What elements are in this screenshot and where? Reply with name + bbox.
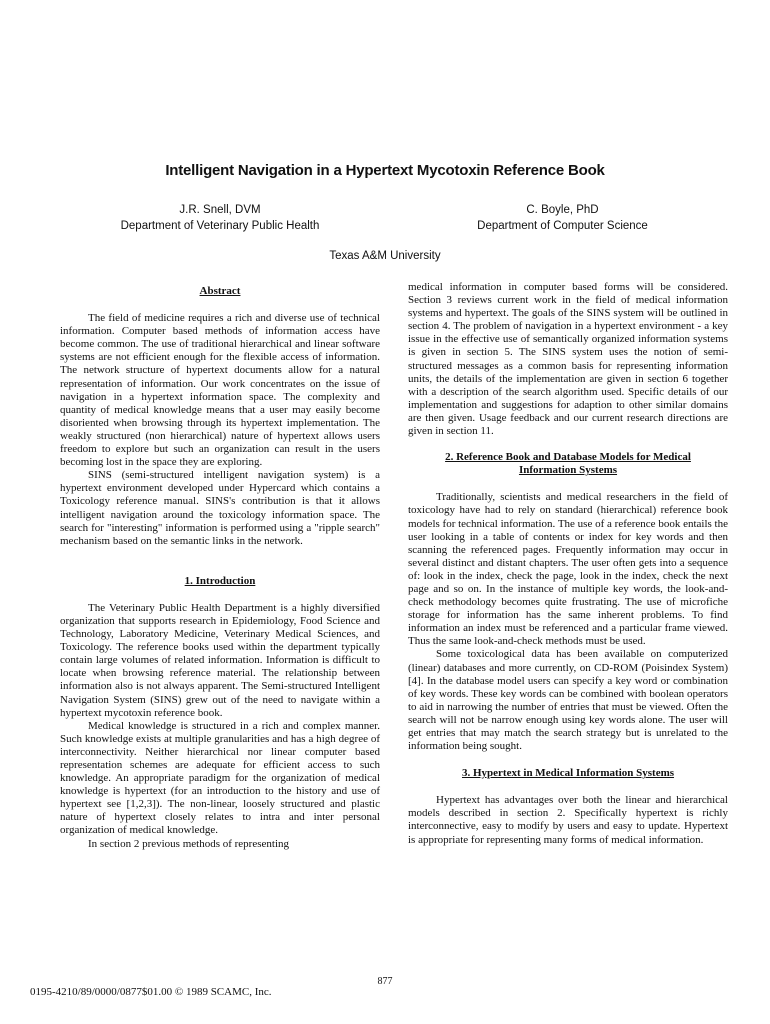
section-heading-introduction: 1. Introduction xyxy=(184,574,256,587)
university: Texas A&M University xyxy=(329,250,441,262)
page-number: 877 xyxy=(377,976,393,987)
section-heading-3: 3. Hypertext in Medical Information Systems xyxy=(461,767,675,780)
section-heading-2-line2: Information Systems xyxy=(518,464,618,477)
section2-paragraph: Some toxicological data has been available on computerized (linear) databases and more currently, on CD-ROM (Poisindex System)[4]. In the database model users can specify a key word or combination of key words. These key words can be combined with boolean operators to aid in narrowing the number of entries that must be viewed. Often the search will not be narrow enough using key words alone. The user will get entries that may match the search strategy but is unrelated to the information being sought. xyxy=(408,648,728,753)
intro-paragraph: In section 2 previous methods of representing xyxy=(88,837,290,850)
author-department: Department of Veterinary Public Health xyxy=(120,220,320,232)
author-block-right xyxy=(440,202,685,234)
section3-paragraph: Hypertext has advantages over both the linear and hierarchical models described in section 2. Specifically hypertext is richly interconnective, easy to modify by users and easy to update. Hypertext is appropriate for representing many forms of medical information. xyxy=(408,794,728,846)
left-column xyxy=(60,285,380,851)
author-block-left xyxy=(100,202,340,234)
abstract-paragraph: The field of medicine requires a rich and diverse use of technical information. Computer based methods of information access have become common. The use of traditional hierarchical and linear software systems are not efficient enough for the flexible access of information. The network structure of hypertext documents allow for a natural representation of information. Our work concentrates on the issue of navigation in a hypertext information space. The complexity and quantity of medical knowledge means that a user may easily become disoriented when browsing through its hypertext implementation. The weakly structured (non hierarchical) nature of hypertext allows users freedom to explore but such an organization can result in the users becoming lost in the space they are exploring. xyxy=(60,312,380,469)
author-department: Department of Computer Science xyxy=(477,220,648,232)
right-column xyxy=(408,281,728,847)
author-name: J.R. Snell, DVM xyxy=(179,204,261,216)
section-heading-2-line1: 2. Reference Book and Database Models for Medical xyxy=(445,451,691,464)
copyright-footer: 0195-4210/89/0000/0877$01.00 © 1989 SCAMC, Inc. xyxy=(30,986,272,998)
abstract-heading: Abstract xyxy=(199,285,241,297)
section2-paragraph: Traditionally, scientists and medical researchers in the field of toxicology have had to rely on standard (hierarchical) reference book models for technical information. The use of a reference book entails the user looking in a table of contents or index for key words and then scanning the referenced pages. Frequently information may occur in several distinct and distant chapters. The user often gets into a sequence of: look in the index, check the page, look in the index, check the next page and so on. In the instance of multiple key words, the look-and-check methodology becomes quite frustrating. The use of microfiche storage for information has the same inherent problems. To find information an index must be referenced and a particular frame viewed. Thus the same look-and-check methods must be used. xyxy=(408,491,728,648)
author-name: C. Boyle, PhD xyxy=(526,204,599,216)
paper-title: Intelligent Navigation in a Hypertext Mycotoxin Reference Book xyxy=(165,162,605,179)
intro-continued-paragraph: medical information in computer based forms will be considered. Section 3 reviews current work in the field of medical information systems and hypertext. The goals of the SINS system will be outlined in section 4. The problem of navigation in a hypertext environment - a key issue in the effective use of semantically organized information systems is given in section 5. The SINS system uses the notion of semi-structured messages as a common basis for representing information units, the details of the implementation are given in section 6 together with a description of the search algorithm used. Specific details of our implementation and suggestions for adaption to other similar domains are then given. Usage feedback and our current research directions are given in section 11. xyxy=(408,281,728,438)
intro-paragraph: Medical knowledge is structured in a rich and complex manner. Such knowledge exists at multiple granularities and has a high degree of interconnectivity. Neither hierarchical nor linear computer based representation schemes are adequate for efficient access to such knowledge. An appropriate paradigm for the organization of medical knowledge is hypertext (for an introduction to the history and use of hypertext see [1,2,3]). The non-linear, loosely structured and plastic nature of hypertext closely relates to intra and inter personal organization of medical knowledge. xyxy=(60,719,380,837)
abstract-paragraph: SINS (semi-structured intelligent navigation system) is a hypertext environment developed under Hypercard which contains a Toxicology reference manual. SINS's contribution is that it allows intelligent navigation around the toxicology information space. The search for "interesting" information is performed using a "ripple search" mechanism based on the semantic links in the network. xyxy=(60,469,380,547)
intro-paragraph: The Veterinary Public Health Department is a highly diversified organization that supports research in Epidemiology, Food Science and Technology, Laboratory Medicine, Veterinary Medical Sciences, and Toxicology. The reference books used within the department typically contain large volumes of related information. Information is difficult to locate when browsing reference material. The relationship between information also is not always apparent. The Semi-structured Intelligent Navigation System (SINS) grew out of the need to navigate within a hypertext mycotoxin reference book. xyxy=(60,601,380,719)
